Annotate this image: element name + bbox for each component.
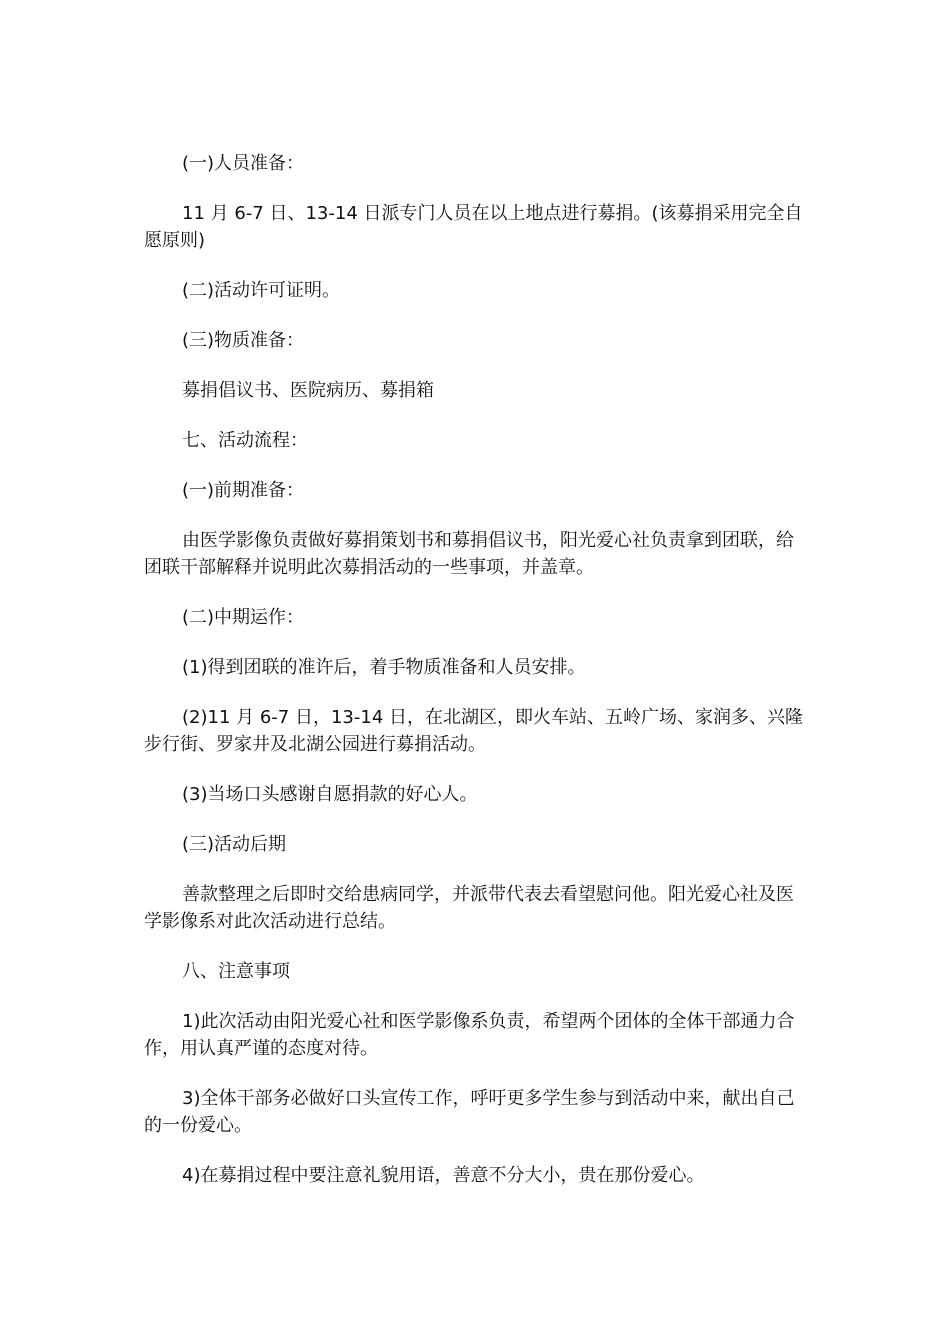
section-heading-personnel: (一)人员准备： xyxy=(182,153,305,174)
document-body xyxy=(144,150,808,1212)
early-prep-paragraph: 由医学影像负责做好募捐策划书和募捐倡议书，阳光爱心社负责拿到团联，给团联干部解释并说明此次募捐活动的一些事项，并盖章。 xyxy=(144,530,794,578)
permit-item: (二)活动许可证明。 xyxy=(182,280,341,301)
notes-item-4: 4)在募捐过程中要注意礼貌用语，善意不分大小，贵在那份爱心。 xyxy=(182,1165,705,1186)
section-heading-mid-operation: (二)中期运作： xyxy=(182,607,305,628)
section-heading-notes: 八、注意事项 xyxy=(182,961,290,982)
section-heading-late-stage: (三)活动后期 xyxy=(182,834,287,855)
section-heading-process: 七、活动流程： xyxy=(182,430,308,451)
personnel-paragraph: 11 月 6-7 日、13-14 日派专门人员在以上地点进行募捐。(该募捐采用完全自愿原则) xyxy=(144,203,803,251)
notes-item-3: 3)全体干部务必做好口头宣传工作，呼吁更多学生参与到活动中来，献出自己的一份爱心。 xyxy=(144,1088,795,1136)
notes-item-1: 1)此次活动由阳光爱心社和医学影像系负责，希望两个团体的全体干部通力合作，用认真严谨的态度对待。 xyxy=(144,1011,795,1059)
mid-operation-item-3: (3)当场口头感谢自愿捐款的好心人。 xyxy=(182,784,478,805)
mid-operation-item-2: (2)11 月 6-7 日，13-14 日，在北湖区，即火车站、五岭广场、家润多、兴隆步行街、罗家井及北湖公园进行募捐活动。 xyxy=(144,707,803,755)
mid-operation-item-1: (1)得到团联的准许后，着手物质准备和人员安排。 xyxy=(182,657,586,678)
section-heading-early-prep: (一)前期准备： xyxy=(182,480,305,501)
late-stage-paragraph: 善款整理之后即时交给患病同学，并派带代表去看望慰问他。阳光爱心社及医学影像系对此次活动进行总结。 xyxy=(144,884,794,932)
section-heading-materials: (三)物质准备： xyxy=(182,330,305,351)
materials-paragraph: 募捐倡议书、医院病历、募捐箱 xyxy=(182,380,434,401)
